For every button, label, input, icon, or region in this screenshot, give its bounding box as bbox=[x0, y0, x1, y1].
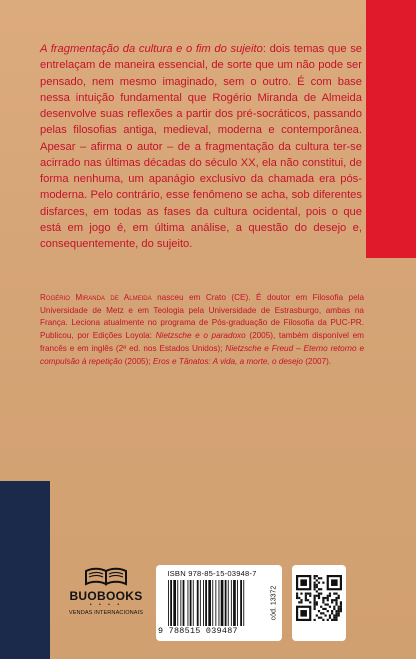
product-code bbox=[268, 571, 280, 635]
synopsis bbox=[40, 41, 362, 252]
publisher-name: BUOBOOKS bbox=[69, 589, 143, 603]
product-code-text: cód. 13372 bbox=[270, 585, 278, 621]
author-bio bbox=[40, 292, 364, 368]
book-title-1: Nietzsche e o paradoxo bbox=[155, 331, 246, 341]
author-name: Rogério Miranda de Almeida bbox=[40, 293, 152, 302]
navy-band bbox=[0, 481, 50, 659]
qr-code-icon bbox=[296, 575, 342, 621]
isbn-label: ISBN 978-85-15-03948-7 bbox=[167, 569, 257, 578]
barcode-digits: 9 788515 039487 bbox=[158, 626, 238, 636]
qr-panel bbox=[292, 565, 346, 641]
publisher-subtitle: VENDAS INTERNACIONAIS bbox=[68, 610, 144, 616]
book-title-3: Eros e Tânatos: A vida, a morte, o desejo bbox=[152, 356, 303, 366]
book-title-2: Nietzsche e Freud – Eterno retorno e compulsão à repetição bbox=[40, 343, 365, 366]
publisher-logo bbox=[62, 567, 150, 637]
bio-text-3: (2005); bbox=[122, 356, 153, 366]
bio-text-2: (2005), também disponível em francês e em inglês (2ª ed. nos Estados Unidos); bbox=[40, 331, 364, 353]
publisher-dots: • • • • bbox=[89, 602, 123, 608]
barcode-icon bbox=[166, 580, 262, 626]
book-logo-icon bbox=[83, 567, 129, 587]
synopsis-title: A fragmentação da cultura e o fim do sujeito bbox=[40, 43, 263, 55]
bio-text-1: nasceu em Crato (CE). É doutor em Filosofia pela Universidade de Metz e em Teologia pela Universidade de Estrasburgo, ambas na França. Leciona atualmente no programa de Pós-graduação de Filosofia da PUC-PR. Publicou, por Edições Loyola: bbox=[40, 293, 364, 341]
bio-text-4: (2007). bbox=[302, 356, 332, 366]
barcode-panel bbox=[156, 565, 282, 641]
synopsis-text: : dois temas que se entrelaçam de maneira essencial, de sorte que um não pode ser pensado, nem mesmo imaginado, sem o outro. É com base nessa intuição fundamental que Rogério Miranda de Almeida desenvolve suas reflexões a partir dos pré-socráticos, passando pelas filosofias antiga, medieval, moderna e contemporânea. Apesar – afirma o autor – de a fragmentação da cultura ter-se acirrado nas últimas décadas do século XX, ela não constitui, de forma nenhuma, um apanágio exclusivo da chamada era pós-moderna. Pelo contrário, esse fenômeno se acha, sob diferentes disfarces, em todas as fases da cultura ocidental, pois o que está em jogo é, em última análise, a questão do desejo e, consequentemente, do sujeito. bbox=[40, 43, 363, 250]
red-band bbox=[366, 0, 416, 258]
